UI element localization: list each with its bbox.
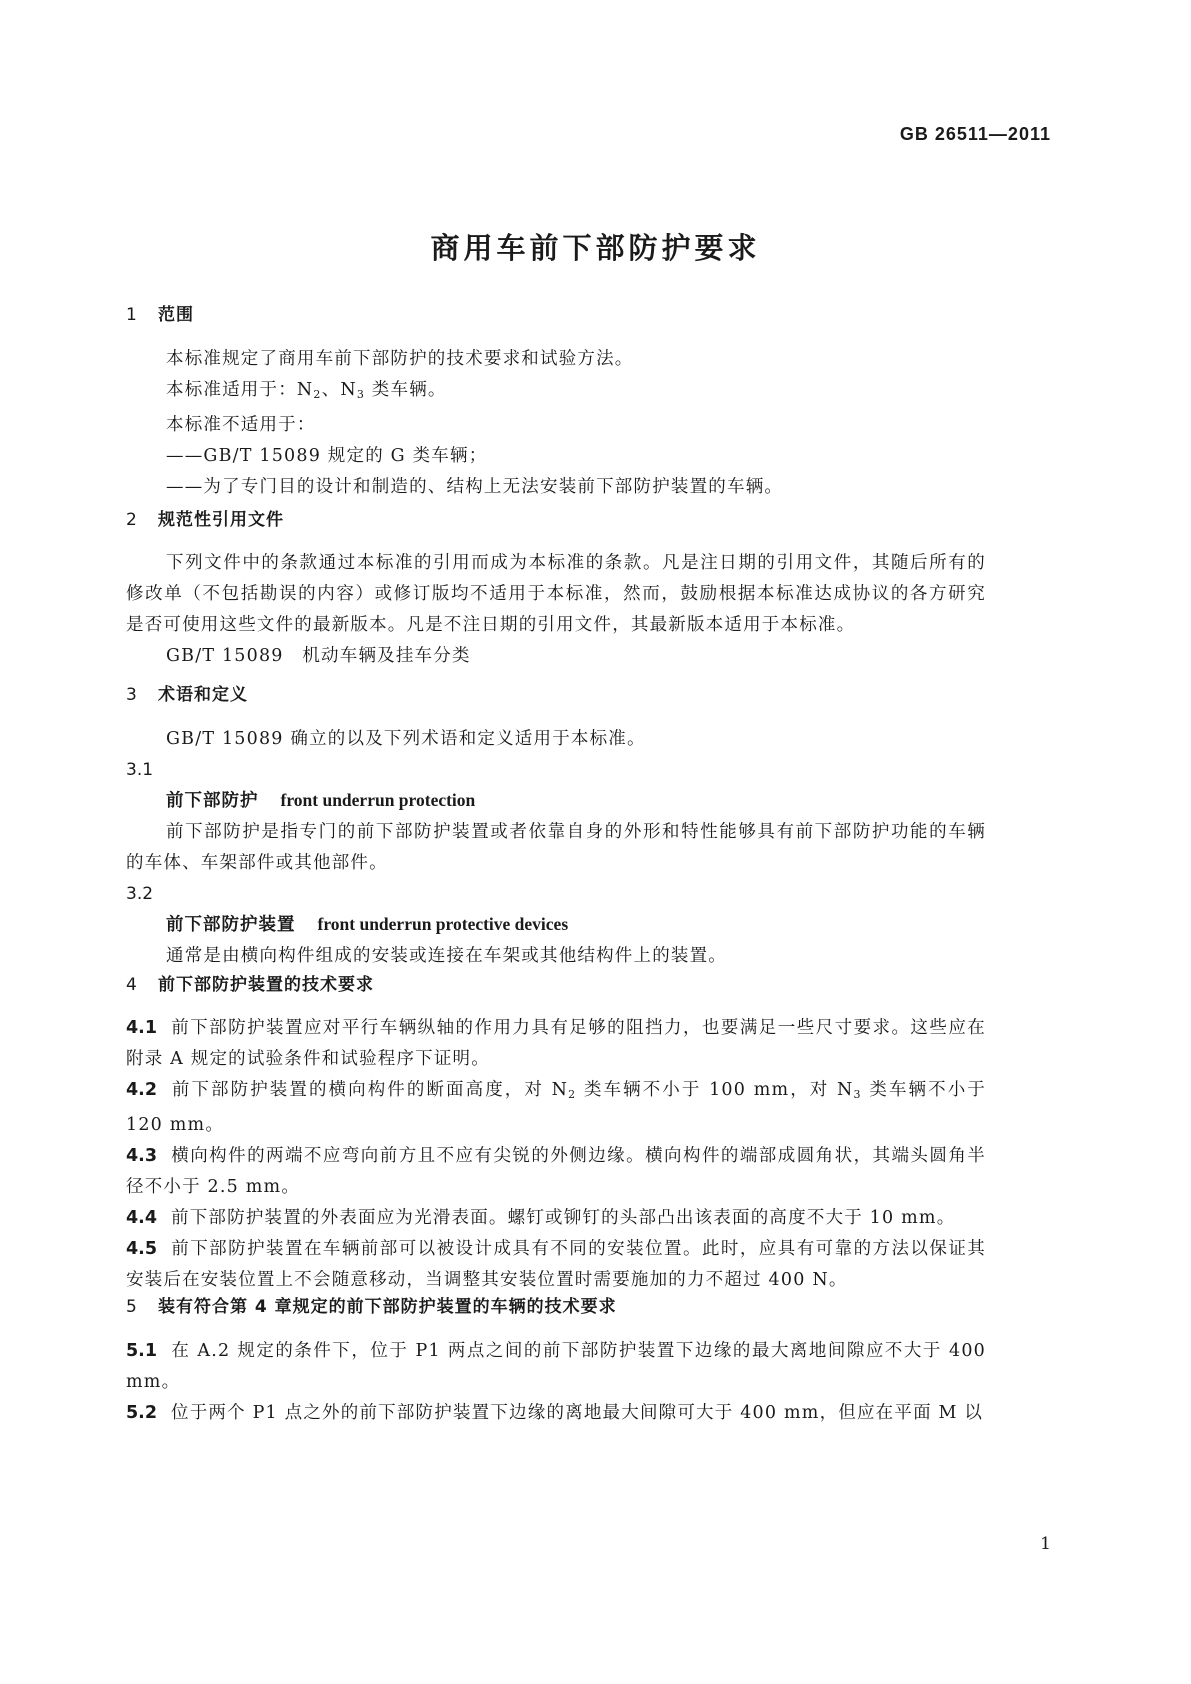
clause: 4.2 前下部防护装置的横向构件的断面高度，对 $N_2$ 类车辆不小于 100 mm，对 $N_3$ 类车辆不小于 120 mm。 [126,1080,986,1135]
section-2-body [126,548,986,672]
term-title: 前下部防护装置 front underrun protective devices [166,914,569,935]
section-4-heading: 4 前下部防护装置的技术要求 [126,975,374,995]
page-number: 1 [1040,1534,1051,1554]
document-title: 商用车前下部防护要求 [430,231,761,265]
term-number: 3.2 [126,884,154,904]
term-definition: 通常是由横向构件组成的安装或连接在车架或其他结构件上的装置。 [166,946,727,966]
section-3 [126,680,986,710]
section-1-heading: 1 范围 [126,305,194,325]
clause: 4.5 前下部防护装置在车辆前部可以被设计成具有不同的安装位置。此时，应具有可靠的方法以保证其安装后在安装位置上不会随意移动，当调整其安装位置时需要施加的力不超过 400 N。 [126,1239,986,1290]
clause: 5.1 在 A.2 规定的条件下，位于 P1 两点之间的前下部防护装置下边缘的最大离地间隙应不大于 400 mm。 [126,1341,986,1392]
scope-paragraph: 本标准规定了商用车前下部防护的技术要求和试验方法。 [166,349,634,369]
standard-number: GB 26511—2011 [899,124,1051,144]
section-4-body [126,1013,986,1296]
applicability-paragraph: 本标准适用于：$N_2$、$N_3$ 类车辆。 [166,380,447,401]
section-1-body [126,344,986,503]
term-title: 前下部防护 front underrun protection [166,790,476,811]
clause: 4.1 前下部防护装置应对平行车辆纵轴的作用力具有足够的阻挡力，也要满足一些尺寸要求。这些应在附录 A 规定的试验条件和试验程序下证明。 [126,1018,986,1069]
section-2 [126,505,986,535]
reference-item: GB/T 15089 机动车辆及挂车分类 [166,646,471,666]
term-definition: 前下部防护是指专门的前下部防护装置或者依靠自身的外形和特性能够具有前下部防护功能的车辆的车体、车架部件或其他部件。 [126,822,986,873]
normative-references-paragraph: 下列文件中的条款通过本标准的引用而成为本标准的条款。凡是注日期的引用文件，其随后所有的修改单（不包括勘误的内容）或修订版均不适用于本标准，然而，鼓励根据本标准达成协议的各方研究是否可使用这些文件的最新版本。凡是不注日期的引用文件，其最新版本适用于本标准。 [126,553,986,635]
section-5-body [126,1336,986,1429]
clause: 4.4 前下部防护装置的外表面应为光滑表面。螺钉或铆钉的头部凸出该表面的高度不大于 10 mm。 [126,1208,956,1228]
section-5 [126,1292,986,1322]
section-3-body [126,724,986,972]
section-3-heading: 3 术语和定义 [126,685,248,705]
section-4 [126,970,986,1000]
terms-intro: GB/T 15089 确立的以及下列术语和定义适用于本标准。 [166,729,646,749]
exclusion-item: ——为了专门目的设计和制造的、结构上无法安装前下部防护装置的车辆。 [166,477,784,497]
section-1 [126,300,986,330]
exclusion-paragraph: 本标准不适用于： [166,415,316,435]
exclusion-item: ——GB/T 15089 规定的 G 类车辆； [166,446,488,466]
term-number: 3.1 [126,760,154,780]
clause: 5.2 位于两个 P1 点之外的前下部防护装置下边缘的离地最大间隙可大于 400 mm，但应在平面 M 以 [126,1403,984,1423]
section-5-heading: 5 装有符合第 4 章规定的前下部防护装置的车辆的技术要求 [126,1297,617,1317]
clause: 4.3 横向构件的两端不应弯向前方且不应有尖锐的外侧边缘。横向构件的端部成圆角状，其端头圆角半径不小于 2.5 mm。 [126,1146,986,1197]
section-2-heading: 2 规范性引用文件 [126,510,284,530]
